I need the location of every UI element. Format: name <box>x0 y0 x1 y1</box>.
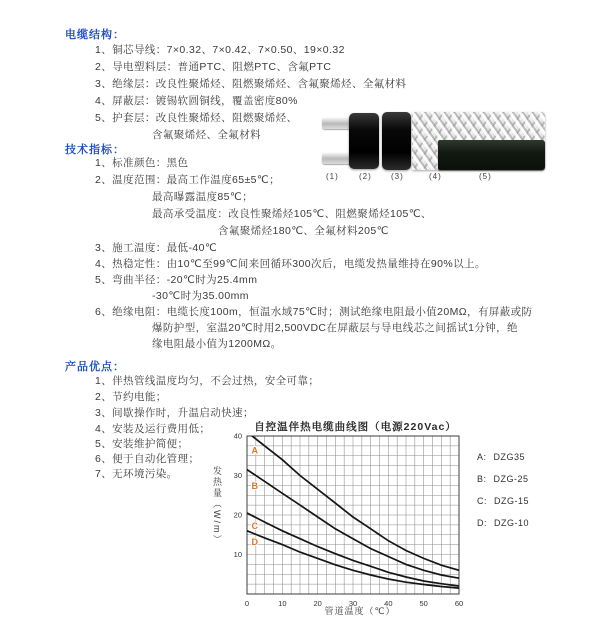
legend-item <box>477 474 529 496</box>
legend-key: D: <box>477 518 487 528</box>
section-title-tech-specs: 技术指标： <box>65 144 125 156</box>
legend-name: DZG-10 <box>494 518 530 528</box>
legend-item <box>477 496 529 518</box>
structure-line: 5、护套层：改良性聚烯烃、阻燃聚烯烃、 <box>95 112 298 124</box>
spec-line: -30℃时为35.00mm <box>152 290 249 302</box>
legend-name: DZG-15 <box>494 496 530 506</box>
svg-text:30: 30 <box>233 471 242 480</box>
spec-line: 4、热稳定性：由10℃至99℃间来回循环300次后，电缆发热量维持在90%以上。 <box>95 258 486 270</box>
spec-line: 1、标准颜色：黑色 <box>95 157 189 169</box>
svg-text:10: 10 <box>233 550 242 559</box>
heating-curve-chart <box>223 430 473 612</box>
svg-text:20: 20 <box>233 510 242 520</box>
structure-line: 4、屏蔽层：镀锡软圆铜线，覆盖密度80% <box>95 95 298 107</box>
spec-line: 爆防护型，室温20℃时用2,500VDC在屏蔽层与导电线芯之间摇试1分钟，绝 <box>152 322 518 334</box>
x-axis-label: 管道温度（℃） <box>324 606 396 616</box>
svg-text:A: A <box>251 445 259 456</box>
spec-line: 6、绝缘电阻：电缆长度100m，恒温水域75℃时；测试绝缘电阻最小值20MΩ，有屏蔽或防 <box>95 306 533 318</box>
section-title-advantages: 产品优点： <box>65 361 125 373</box>
legend-item <box>477 452 529 474</box>
advantage-line: 2、节约电能； <box>95 391 167 403</box>
section-title-cable-structure: 电缆结构： <box>65 29 125 41</box>
chart-area <box>223 430 473 612</box>
spec-line: 缘电阻最小值为1200MΩ。 <box>152 338 282 350</box>
svg-text:B: B <box>251 481 259 492</box>
spec-line: 3、施工温度：最低-40℃ <box>95 242 218 254</box>
structure-line: 含氟聚烯烃、全氟材料 <box>152 129 261 141</box>
advantage-line: 6、便于自动化管理； <box>95 453 200 465</box>
legend-key: B: <box>477 474 487 484</box>
legend-name: DZG-25 <box>493 474 529 484</box>
svg-text:0: 0 <box>244 599 250 608</box>
chart-legend <box>477 452 529 540</box>
structure-line: 2、导电塑料层：普通PTC、阻燃PTC、含氟PTC <box>95 61 332 73</box>
spec-line: 最高承受温度：改良性聚烯烃105℃、阻燃聚烯烃105℃、 <box>152 208 432 220</box>
spec-line: 含氟聚烯烃180℃、全氟材料205℃ <box>218 225 389 237</box>
conductive-plastic-layer <box>349 113 379 169</box>
layer-label: (3) <box>391 172 404 181</box>
copper-conductor <box>322 117 352 129</box>
advantage-line: 3、间歇操作时，升温启动快速； <box>95 407 254 419</box>
svg-text:20: 20 <box>313 599 322 608</box>
svg-text:10: 10 <box>278 599 287 608</box>
insulation-layer <box>382 112 411 170</box>
advantage-line: 7、无环境污染。 <box>95 468 178 480</box>
layer-label: (1) <box>326 172 339 181</box>
structure-line: 3、绝缘层：改良性聚烯烃、阻燃聚烯烃、含氟聚烯烃、全氟材料 <box>95 78 407 90</box>
legend-item <box>477 518 529 540</box>
layer-label: (5) <box>479 172 492 181</box>
cable-photo <box>322 112 545 170</box>
svg-text:40: 40 <box>384 599 393 608</box>
structure-line: 1、铜芯导线：7×0.32、7×0.42、7×0.50、19×0.32 <box>95 44 345 56</box>
spec-line: 5、弯曲半径：-20℃时为25.4mm <box>95 274 258 286</box>
layer-label: (4) <box>429 172 442 181</box>
svg-text:40: 40 <box>233 431 242 441</box>
y-axis-label: 发热量（W/m） <box>212 466 222 546</box>
legend-key: C: <box>477 496 487 506</box>
spec-line: 最高曝露温度85℃； <box>152 191 253 203</box>
layer-label: (2) <box>359 172 372 181</box>
spec-line: 2、温度范围：最高工作温度65±5℃； <box>95 174 281 186</box>
svg-text:C: C <box>251 521 259 532</box>
advantage-line: 1、伴热管线温度均匀，不会过热，安全可靠； <box>95 375 320 387</box>
svg-text:60: 60 <box>454 599 464 608</box>
outer-jacket-layer <box>438 140 545 170</box>
chart-title: 自控温伴热电缆曲线图（电源220Vac） <box>254 421 457 433</box>
svg-text:D: D <box>251 536 259 547</box>
copper-conductor <box>322 152 352 164</box>
advantage-line: 4、安装及运行费用低； <box>95 423 211 435</box>
legend-name: DZG35 <box>493 452 526 462</box>
svg-text:50: 50 <box>419 599 428 608</box>
advantage-line: 5、安装维护简便； <box>95 438 189 450</box>
svg-text:30: 30 <box>348 599 358 608</box>
legend-key: A: <box>477 452 487 462</box>
